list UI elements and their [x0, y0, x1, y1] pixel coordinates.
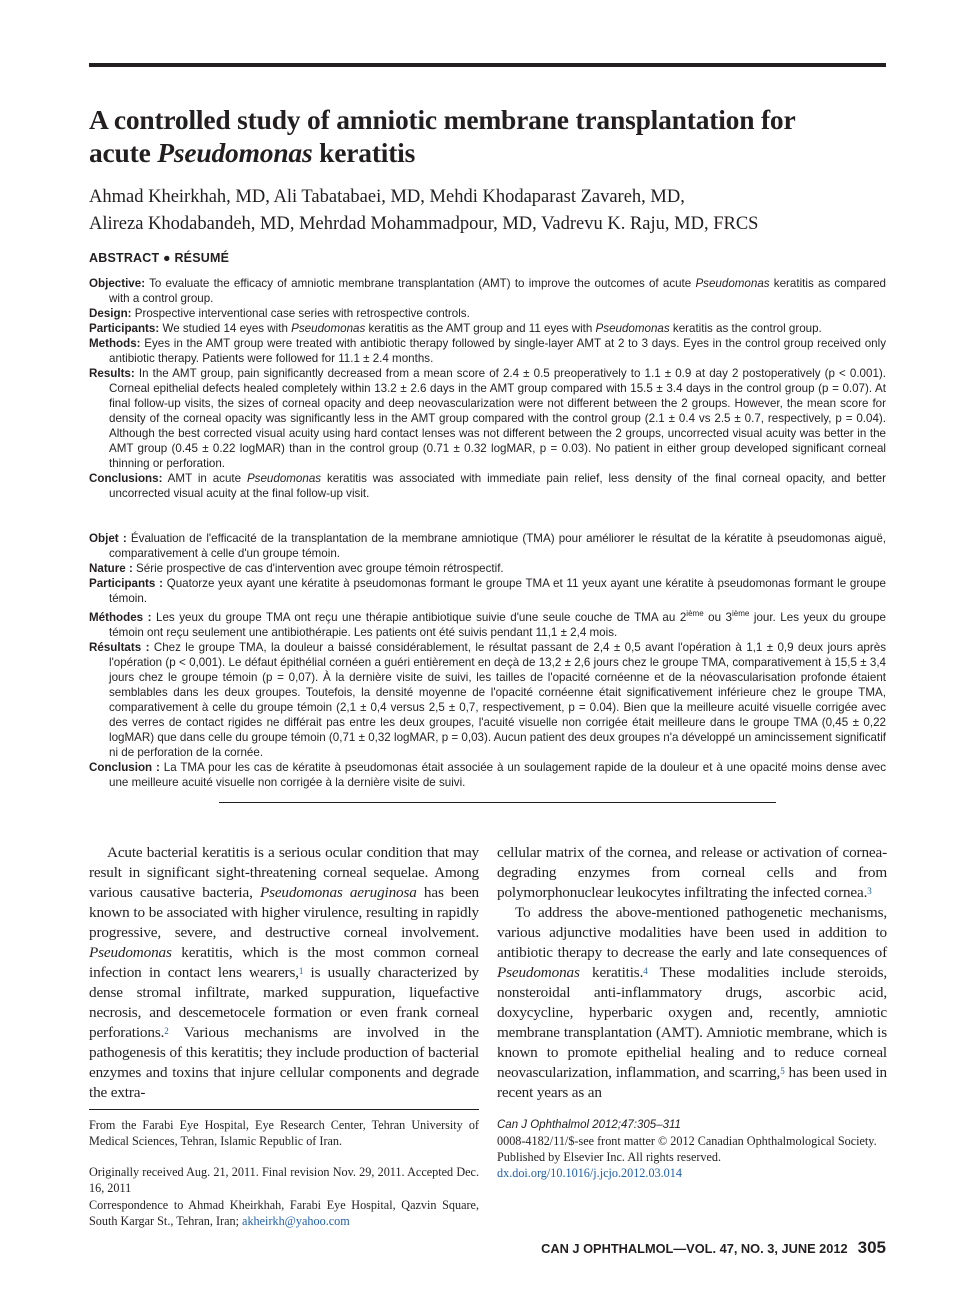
citation-publisher: Published by Elsevier Inc. All rights reserved. [497, 1150, 722, 1164]
nature-label: Nature : [89, 562, 133, 575]
body-text: These modalities include steroids, nonsteroidal anti-inflammatory drugs, ascorbic acid, doxycycline, hyperbaric oxygen and, recently, amniotic membrane transplantation (AMT). Amniotic membrane, which is known to promote epithelial healing and to reduce corneal neovascularization, inflammation, and scarring, [497, 964, 887, 1081]
page-footer [541, 1238, 886, 1258]
top-rule [89, 63, 886, 67]
methodes-text-mid: ou 3 [703, 610, 733, 624]
citation-issn: 0008-4182/11/$-see front matter © 2012 Canadian Ophthalmological Society. [497, 1134, 877, 1148]
body-text: has been used in recent years as an [497, 1064, 887, 1101]
objective-text: To evaluate the efficacy of amniotic membrane transplantation (AMT) to improve the outcomes of acute [145, 277, 696, 290]
conclusion-fr-label: Conclusion : [89, 760, 160, 774]
body-column-left [89, 843, 479, 1103]
results-label: Results: [89, 367, 135, 380]
conclusions-italic: Pseudomonas [246, 472, 322, 485]
objet-label: Objet : [89, 532, 127, 545]
authors-line2: Alireza Khodabandeh, MD, Mehrdad Mohammadpour, MD, Vadrevu K. Raju, MD, FRCS [89, 214, 759, 234]
citation-journal [497, 1116, 892, 1133]
abstract-participants [89, 321, 886, 336]
methodes-sup-1: ième [686, 609, 704, 618]
body-text: keratitis, which is the most common corneal infection in contact lens wearers, [89, 944, 479, 981]
methodes-label: Méthodes : [89, 610, 152, 624]
title-line2-pre: acute [89, 137, 158, 168]
resume-conclusion [89, 760, 886, 790]
conclusions-label: Conclusions: [89, 472, 163, 485]
resume-nature [89, 561, 886, 576]
reference-link-2[interactable]: 2 [164, 1026, 169, 1036]
participants-text-mid: keratitis as the AMT group and 11 eyes with [365, 322, 596, 335]
citation-block [497, 1116, 892, 1181]
abstract-english [89, 276, 886, 501]
abstract-french [89, 531, 886, 790]
footnote-correspondence [89, 1197, 479, 1229]
objective-italic: Pseudomonas [695, 277, 770, 290]
reference-link-4[interactable]: 4 [643, 966, 648, 976]
body-text: Various mechanisms are involved in the pathogenesis of this keratitis; they include production of bacterial enzymes and toxins that injure cellular components and degrade the extra- [89, 1024, 479, 1101]
participants-italic-2: Pseudomonas [595, 322, 670, 335]
journal-name: Can J Ophthalmol [497, 1119, 590, 1131]
body-italic: Pseudomonas [89, 944, 172, 961]
body-text: To address the above-mentioned pathogenetic mechanisms, various adjunctive modalities have been used in addition to antibiotic therapy to decrease the early and late consequences of [497, 904, 887, 961]
methodes-text-end: jour. Les yeux du groupe témoin ont reçu seulement une antibiothérapie. Les patients ont été suivis pendant 11,1 ± 2,4 mois. [109, 610, 886, 639]
body-text: Acute bacterial keratitis is a serious ocular condition that may result in significant sight-threatening corneal sequelae. Among various causative bacteria, [89, 844, 479, 901]
abstract-results [89, 366, 886, 471]
title-italic: Pseudomonas [157, 137, 313, 168]
resume-participants [89, 576, 886, 606]
objective-label: Objective: [89, 277, 146, 290]
body-text: keratitis. [579, 964, 644, 981]
intro-paragraph-1-cont [497, 843, 887, 903]
nature-text: Série prospective de cas d'intervention avec groupe témoin rétrospectif. [132, 562, 504, 575]
title-line1: A controlled study of amniotic membrane transplantation for [89, 104, 796, 135]
methods-label: Methods: [89, 337, 141, 350]
body-column-right [497, 843, 887, 1103]
reference-link-1[interactable]: 1 [298, 966, 304, 976]
doi-link[interactable]: dx.doi.org/10.1016/j.jcjo.2012.03.014 [497, 1166, 682, 1180]
resultats-text: Chez le groupe TMA, la douleur a baissé considérablement, le résultat passant de 2,4 ± 0,5 avant l'opération à 1,1 ± 0,9 deux jours après l'opération (p < 0,001). Le défaut épithélial cornéen a guéri entièrement en deçà de 13,2 ± 2,6 jours chez le groupe TMA, comparativement à 15,5 ± 3,4 jours chez le groupe témoin (p = 0,07). À la dernière visite de suivi, les tailles de l'opacité cornéenne et de la néovascularisation profonde étaient semblables dans les deux groupes. Toutefois, la densité moyenne de l'opacité cornéenne était significativement inférieure chez le groupe TMA, comparativement à celle du groupe témoin (2,1 ± 0,4 versus 2,5 ± 0,7, respectivement, p = 0.04). Bien que la meilleure acuité visuelle corrigée avec des verres de contact rigides ne différait pas entre les deux groupes, l'acuité visuelle non corrigée était meilleure dans le groupe TMA (0,45 ± 0,22 logMAR) que dans celle du groupe témoin (0,71 ± 0,32 logMAR, p = 0,03). Aucun patient des deux groupes n'a développé un amincissement significatif ni de perforation de la cornée. [109, 640, 886, 759]
intro-paragraph-1 [89, 843, 479, 1103]
participants-text-end: keratitis as the control group. [669, 322, 822, 335]
abstract-methods [89, 336, 886, 366]
methodes-text: Les yeux du groupe TMA ont reçu une thérapie antibiotique suivie d'une seule couche de TMA au 2 [151, 610, 687, 624]
participants-text: We studied 14 eyes with [159, 322, 292, 335]
abstract-heading: ABSTRACT ● RÉSUMÉ [89, 251, 230, 265]
footer-journal-issue: CAN J OPHTHALMOL—VOL. 47, NO. 3, JUNE 2012 [541, 1241, 848, 1256]
correspondence-text: Correspondence to Ahmad Kheirkhah, Farabi Eye Hospital, Qazvin Square, South Kargar St., Tehran, Iran; [89, 1198, 479, 1228]
conclusions-text: AMT in acute [162, 472, 247, 485]
resume-resultats [89, 640, 886, 760]
footnote-rule [89, 1109, 479, 1110]
participants-fr-text: Quatorze yeux ayant une kératite à pseudomonas formant le groupe TMA et 11 yeux ayant une kératite à pseudomonas formant le groupe témoin. [109, 577, 886, 605]
conclusion-fr-text: La TMA pour les cas de kératite à pseudomonas était associée à un soulagement rapide de la douleur et à une opacité moins dense avec une meilleure acuité visuelle non corrigée à la dernière visite de suivi. [109, 760, 886, 789]
title-line2-post: keratitis [312, 137, 416, 168]
email-link[interactable]: akheirkh@yahoo.com [242, 1214, 350, 1228]
reference-link-5[interactable]: 5 [780, 1066, 785, 1076]
resume-objet [89, 531, 886, 561]
body-italic: Pseudomonas aeruginosa [259, 884, 417, 901]
author-list [89, 184, 879, 238]
participants-fr-label: Participants : [89, 577, 163, 590]
abstract-conclusions [89, 471, 886, 501]
footnote-received: Originally received Aug. 21, 2011. Final revision Nov. 29, 2011. Accepted Dec. 16, 2011 [89, 1165, 479, 1195]
abstract-divider [219, 802, 776, 803]
design-text: Prospective interventional case series with retrospective controls. [131, 307, 470, 320]
abstract-design [89, 306, 886, 321]
objet-text: Évaluation de l'efficacité de la transplantation de la membrane amniotique (TMA) pour améliorer le résultat de la kératite à pseudomonas aiguë, comparativement à celle d'un groupe témoin. [109, 532, 886, 560]
intro-paragraph-2 [497, 903, 887, 1103]
body-text: is usually characterized by dense stromal infiltrate, marked suppuration, liquefactive necrosis, and descemetocele formation or even frank corneal perforations. [89, 964, 479, 1041]
article-title [89, 103, 889, 169]
resume-methodes [89, 606, 886, 640]
methods-text: Eyes in the AMT group were treated with antibiotic therapy followed by single-layer AMT at 2 to 3 days. Eyes in the control group received only antibiotic therapy. Patients were followed for 11.1 ± 2.4 months. [109, 337, 886, 365]
body-italic: Pseudomonas [497, 964, 580, 981]
conclusions-text-end: keratitis was associated with immediate pain relief, less density of the final corneal opacity, and better uncorrected visual acuity at the final follow-up visit. [109, 472, 886, 500]
objective-text-end: keratitis as compared with a control group. [109, 277, 886, 305]
body-text: cellular matrix of the cornea, and release or activation of cornea-degrading enzymes from corneal cells and from polymorphonuclear leukocytes infiltrating the infected cornea. [497, 844, 887, 901]
methodes-sup-2: ième [732, 609, 750, 618]
participants-label: Participants: [89, 322, 160, 335]
resultats-label: Résultats : [89, 640, 150, 654]
page-number: 305 [857, 1238, 886, 1257]
participants-italic: Pseudomonas [291, 322, 366, 335]
authors-line1: Ahmad Kheirkhah, MD, Ali Tabatabaei, MD, Mehdi Khodaparast Zavareh, MD, [89, 187, 685, 207]
footnote-affiliation: From the Farabi Eye Hospital, Eye Research Center, Tehran University of Medical Sciences, Tehran, Islamic Republic of Iran. [89, 1118, 479, 1148]
reference-link-3[interactable]: 3 [867, 886, 872, 896]
abstract-objective [89, 276, 886, 306]
results-text: In the AMT group, pain significantly decreased from a mean score of 2.4 ± 0.5 preoperatively to 1.1 ± 0.9 at day 2 postoperatively (p < 0.001). Corneal epithelial defects healed completely within 13.2 ± 2.6 days in the AMT group compared with 15.5 ± 3.4 days in the control group (p = 0.07). At final follow-up visits, the sizes of corneal opacity and deep neovascularization were not different between the 2 groups. However, the mean score for density of the corneal opacity was significantly less in the AMT group compared with the control group (2.1 ± 0.4 vs 2.5 ± 0.7, respectively, p = 0.04). Although the best corrected visual acuity using hard contact lenses was not different between the 2 groups, uncorrected visual acuity was better in the AMT group (0.45 ± 0.22 logMAR) than in the control group (0.71 ± 0.32 logMAR, p = 0.03). No patient in either group developed significant corneal thinning or perforation. [109, 367, 886, 470]
design-label: Design: [89, 307, 132, 320]
journal-volume: 2012;47:305–311 [589, 1119, 681, 1131]
body-text: has been known to be associated with higher virulence, resulting in rapidly progressive, severe, and destructive corneal involvement. [89, 884, 479, 941]
